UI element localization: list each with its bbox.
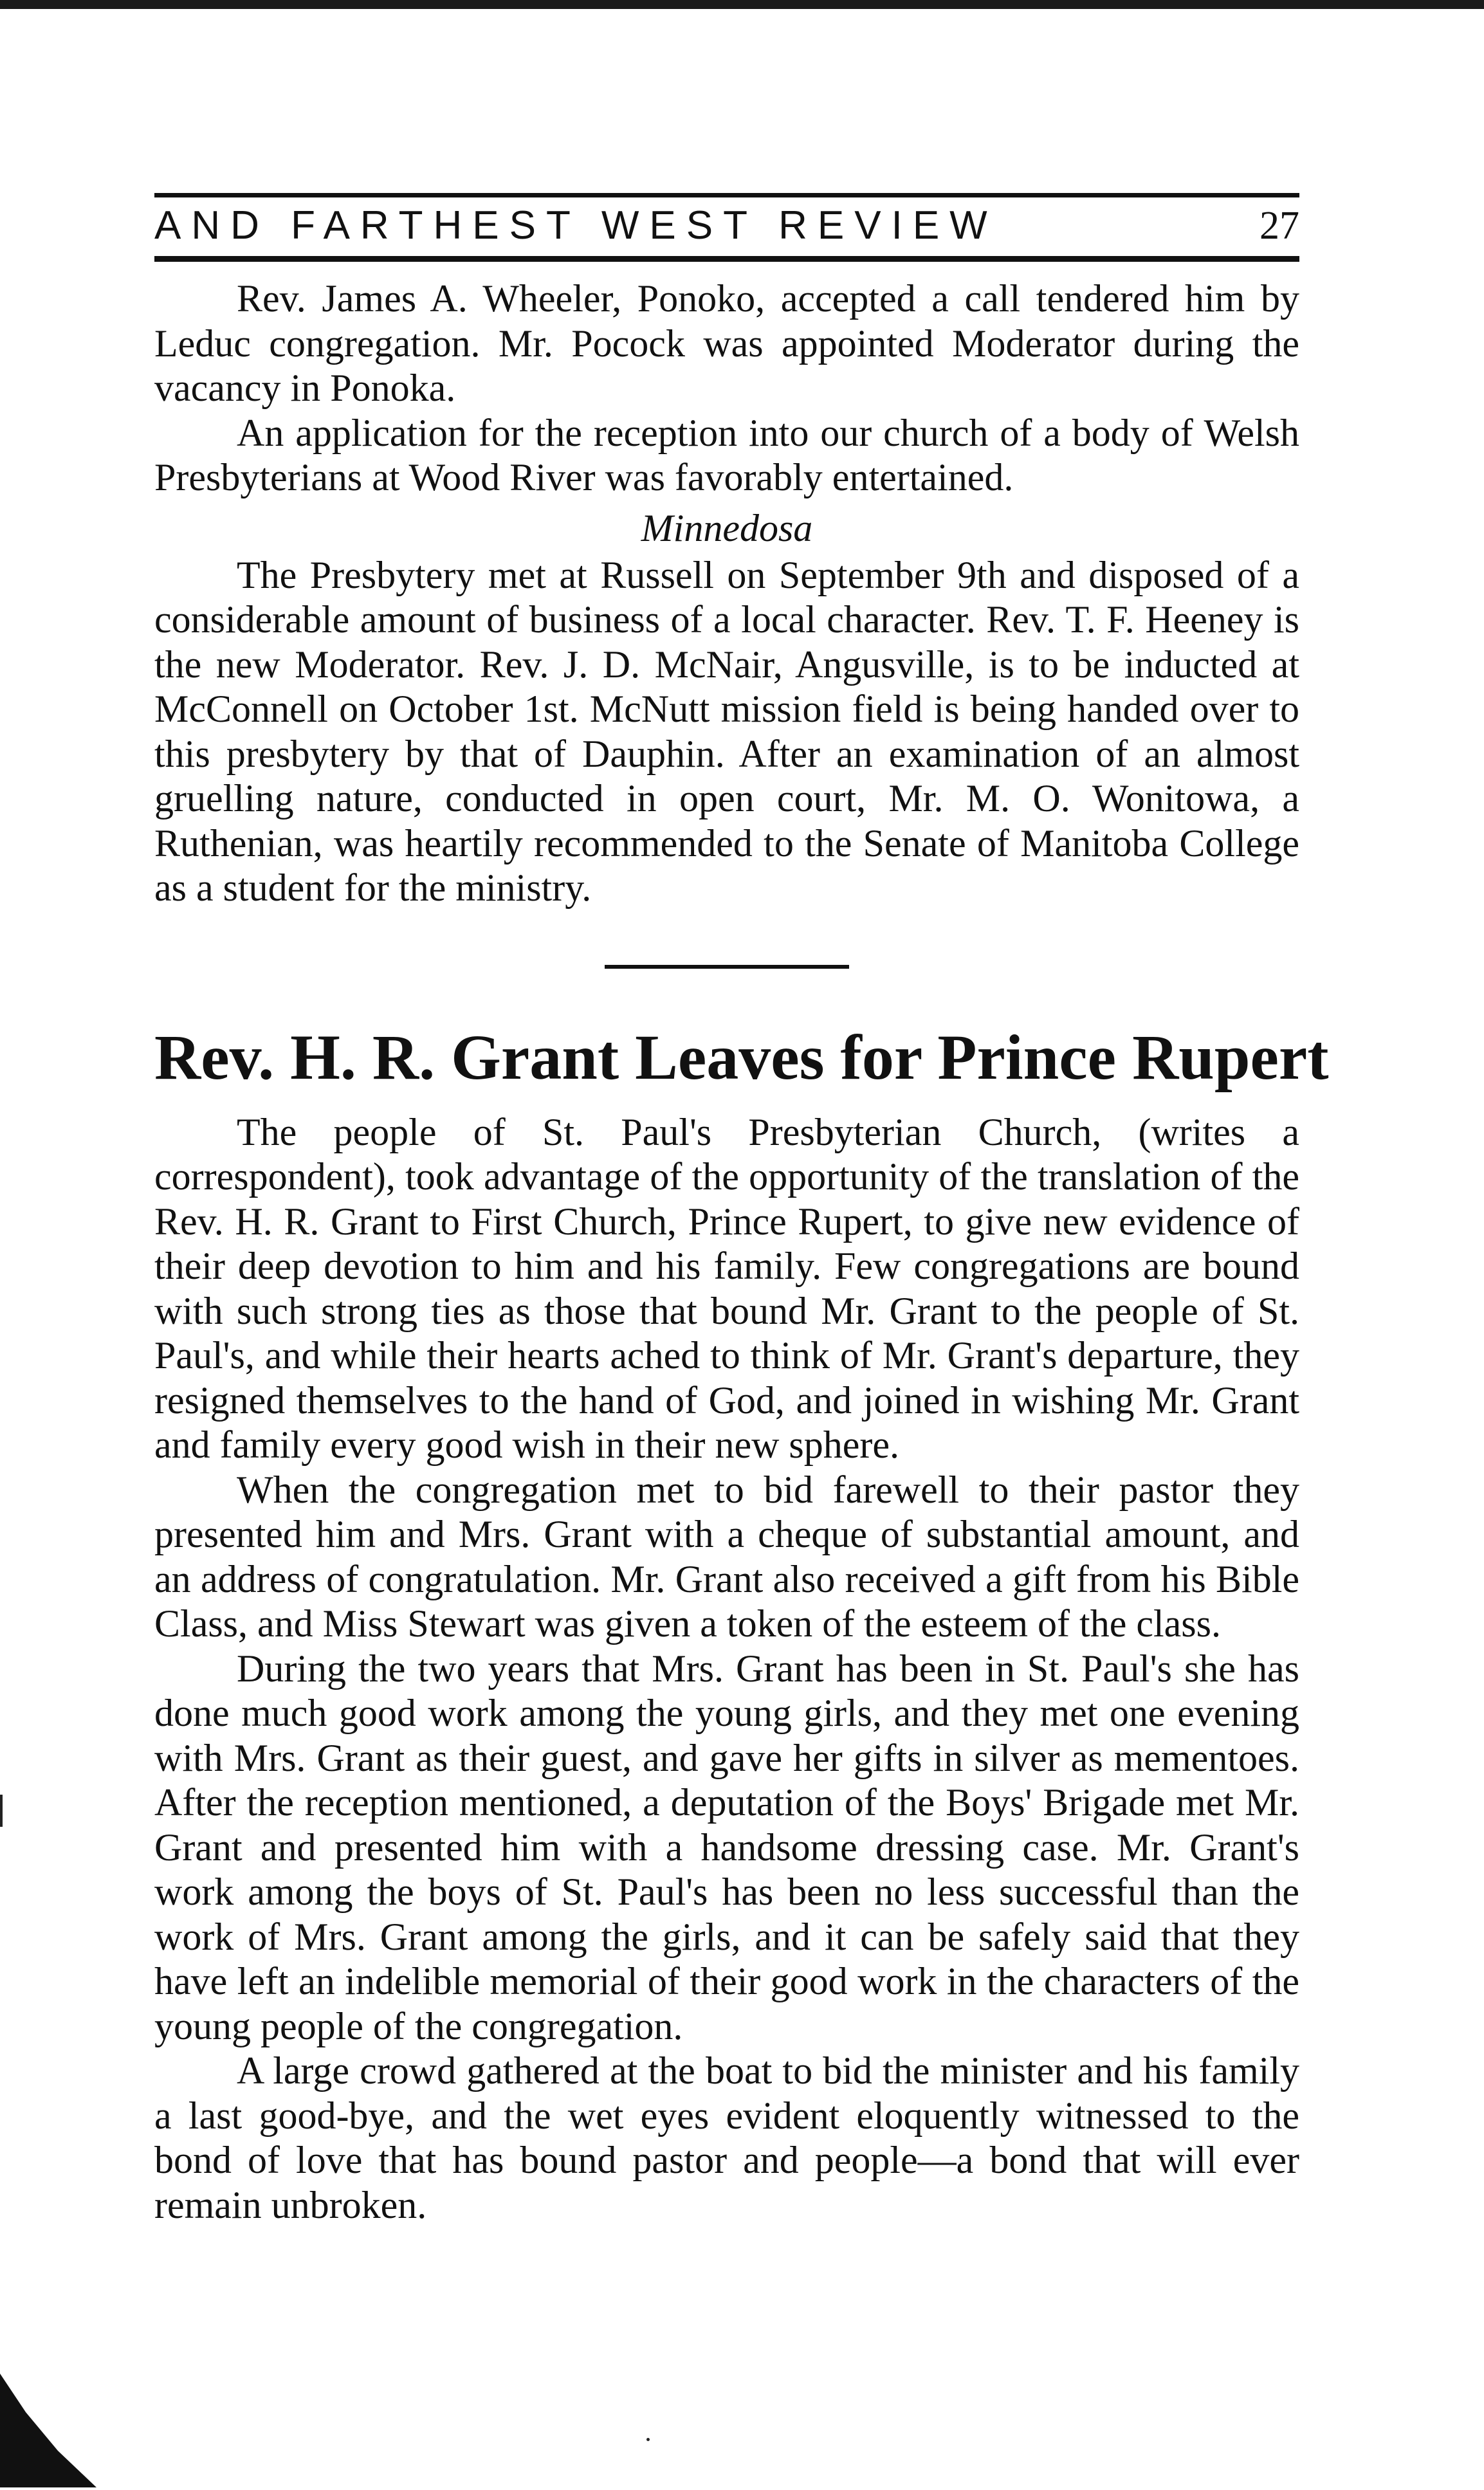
paragraph: During the two years that Mrs. Grant has been in St. Paul's she has done much good work among the young girls, and they met one evening with Mrs. Grant as their guest, and gave her gifts in silver as mementoes. After the reception mentioned, a deputation of the Boys' Brigade met Mr. Grant and presented him with a handsome dressing case. Mr. Grant's work among the boys of St. Paul's has been no less successful than the work of Mrs. Grant among the girls, and it can be safely said that they have left an indelible memorial of their good work in the characters of the young people of the congregation. [154, 1647, 1299, 2047]
page-number: 27 [1260, 204, 1299, 248]
scan-margin-mark [0, 1795, 3, 1827]
corner-shadow-shape [0, 2374, 96, 2487]
paragraph: When the congregation met to bid farewell to their pastor they presented him and Mrs. Grant with a cheque of substantial amount, and an address of congratulation. Mr. Grant also received a gift from his Bible Class, and Miss Stewart was given a token of the esteem of the class. [154, 1468, 1299, 1645]
header-rule-bottom [154, 256, 1299, 262]
running-head [154, 193, 1299, 270]
scan-dust-dot [646, 2438, 650, 2441]
paragraph: The Presbytery met at Russell on September 9th and disposed of a considerable amount of business of a local character. Rev. T. F. Heeney is the new Moderator. Rev. J. D. McNair, Angusville, is to be inducted at McConnell on October 1st. McNutt mission field is being handed over to this presbytery by that of Dauphin. After an examination of an almost gruelling nature, conducted in open court, Mr. M. O. Wonitowa, a Ruthenian, was heartily recommended to the Senate of Manitoba College as a student for the ministry. [154, 553, 1299, 909]
scan-top-edge [0, 0, 1484, 9]
section-divider [605, 965, 849, 969]
running-title: AND FARTHEST WEST REVIEW [154, 203, 998, 248]
page-body [154, 277, 1329, 2228]
scan-corner-shadow [0, 2374, 96, 2487]
paragraph: Rev. James A. Wheeler, Ponoko, accepted a call tendered him by Leduc congregation. Mr. Pocock was appointed Moderator during the vacancy in Ponoka. [154, 277, 1299, 409]
paragraph: A large crowd gathered at the boat to bid the minister and his family a last good-bye, and the wet eyes evident eloquently witnessed to the bond of love that has bound pastor and people—a bond that will ever remain unbroken. [154, 2049, 1299, 2226]
paragraph: The people of St. Paul's Presbyterian Church, (writes a correspondent), took advantage of the opportunity of the translation of the Rev. H. R. Grant to First Church, Prince Rupert, to give new evidence of their deep devotion to him and his family. Few congregations are bound with such strong ties as those that bound Mr. Grant to the people of St. Paul's, and while their hearts ached to think of Mr. Grant's departure, they resigned themselves to the hand of God, and joined in wishing Mr. Grant and family every good wish in their new sphere. [154, 1110, 1299, 1466]
paragraph: An application for the reception into our church of a body of Welsh Presbyterians at Wood River was favorably entertained. [154, 411, 1299, 499]
section-subhead: Minnedosa [641, 506, 813, 549]
article-title: Rev. H. R. Grant Leaves for Prince Rupert [154, 1021, 1329, 1093]
